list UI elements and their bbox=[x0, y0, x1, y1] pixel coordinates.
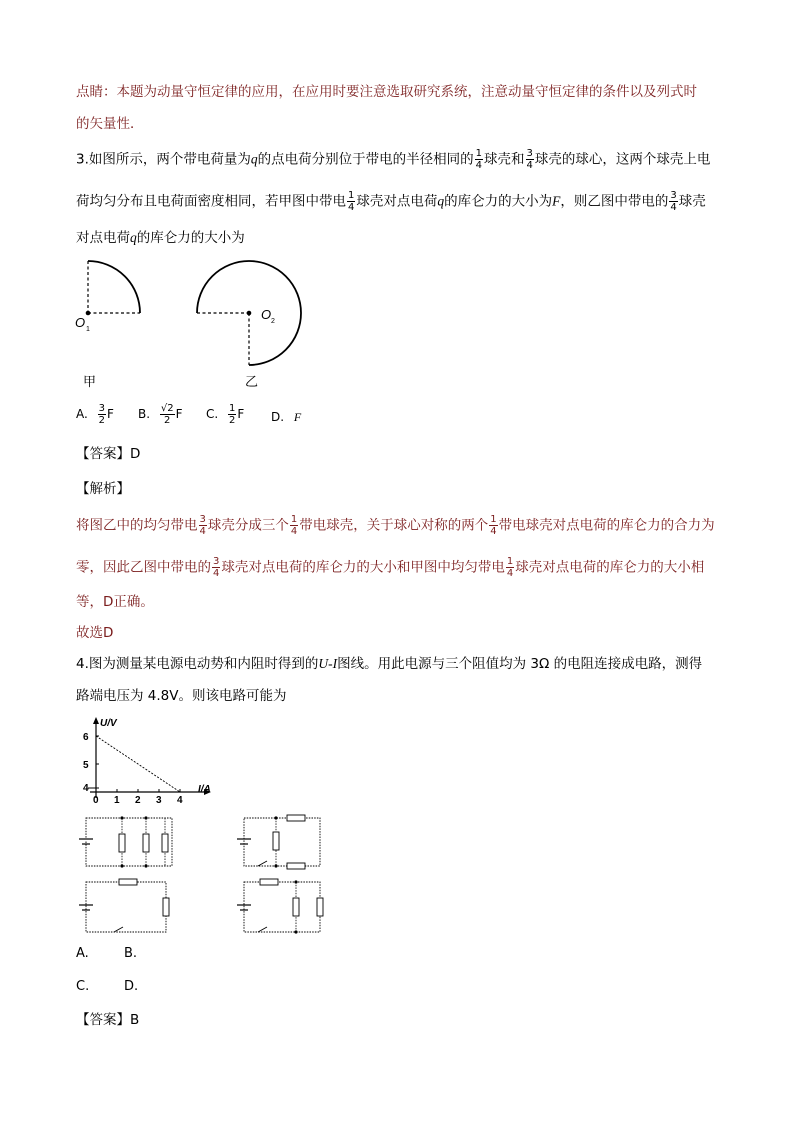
q4-line-2: 路端电压为 4.8V。则该电路可能为 bbox=[76, 688, 287, 704]
resistor bbox=[119, 879, 137, 885]
fraction-one-quarter: $\frac{1}{4}$ bbox=[348, 190, 355, 213]
u-i-chart bbox=[74, 714, 234, 806]
q4-line-1: 4.图为测量某电源电动势和内阻时得到的U-I图线。用此电源与三个阻值均为 3Ω 的电阻连接成电路，测得 bbox=[76, 656, 703, 672]
resistor bbox=[287, 815, 305, 821]
note-line-2: 的矢量性． bbox=[76, 116, 144, 132]
q3-analysis-label: 【解析】 bbox=[76, 481, 130, 497]
q4-option-a: A. bbox=[76, 946, 89, 961]
fraction-three-quarters: $\frac{3}{4}$ bbox=[526, 148, 533, 171]
quarter-shell-arc bbox=[88, 261, 140, 313]
q4-option-c: C. bbox=[76, 979, 90, 994]
q3-figure bbox=[70, 255, 320, 395]
q3-option-d: D. F bbox=[271, 410, 302, 424]
q4-option-d: D. bbox=[124, 979, 139, 994]
x-tick-label: 4 bbox=[177, 795, 183, 806]
circuit-d bbox=[232, 876, 332, 938]
label-o1: O bbox=[75, 315, 86, 330]
fraction-one-quarter: $\frac{1}{4}$ bbox=[475, 148, 483, 171]
q3-line-3: 对点电荷q的库仑力的大小为 bbox=[76, 230, 245, 246]
point-charge-o1 bbox=[86, 311, 91, 316]
label-yi: 乙 bbox=[245, 374, 259, 389]
y-tick-label: 4 bbox=[83, 783, 89, 794]
resistor bbox=[162, 834, 168, 852]
resistor bbox=[293, 898, 299, 916]
q3-option-b: B. $\frac{√2}{2}$ F bbox=[138, 403, 183, 426]
q3-answer: 【答案】D bbox=[76, 446, 141, 462]
resistor bbox=[119, 834, 125, 852]
q3-analysis-line-1: 将图乙中的均匀带电 $\frac{3}{4}$ 球壳分成三个 $\frac{1}{4}$ 带电球壳，关于球心对称的两个 $\frac{1}{4}$ 带电球壳对点电荷的库仑力的合力为 bbox=[76, 514, 715, 537]
q3-analysis-line-3: 等，D正确。 bbox=[76, 594, 154, 610]
y-axis-arrow bbox=[93, 717, 99, 724]
q3-conclusion: 故选D bbox=[76, 625, 114, 641]
q4-answer: 【答案】B bbox=[76, 1012, 140, 1028]
u-i-line bbox=[96, 736, 180, 792]
label-jia: 甲 bbox=[83, 374, 97, 389]
circuit-c bbox=[74, 876, 179, 938]
switch bbox=[258, 861, 267, 866]
resistor bbox=[273, 832, 279, 850]
label-o2: O bbox=[261, 307, 272, 322]
q4-option-b: B. bbox=[124, 946, 138, 961]
point-charge-o2 bbox=[247, 311, 252, 316]
x-tick-label: 2 bbox=[135, 795, 141, 806]
resistor bbox=[260, 879, 278, 885]
y-tick-label: 6 bbox=[83, 732, 89, 743]
y-tick-label: 5 bbox=[83, 760, 89, 771]
q3-option-a: A. $\frac{3}{2}$ F bbox=[76, 403, 114, 426]
q3-analysis-line-2: 零，因此乙图中带电的 $\frac{3}{4}$ 球壳对点电荷的库仑力的大小和甲图中均匀带电 $\frac{1}{4}$ 球壳对点电荷的库仑力的大小相 bbox=[76, 556, 705, 579]
y-axis-label: U/V bbox=[100, 718, 117, 729]
x-axis-label: I/A bbox=[198, 784, 211, 795]
x-tick-label: 1 bbox=[114, 795, 120, 806]
circuit-b bbox=[232, 814, 332, 872]
note-line-1: 点睛：本题为动量守恒定律的应用，在应用时要注意选取研究系统，注意动量守恒定律的条件以及列式时 bbox=[76, 84, 697, 100]
q3-line-1: 3.如图所示，两个带电荷量为q的点电荷分别位于带电的半径相同的 $\frac{1}{4}$ 球壳和 $\frac{3}{4}$ 球壳的球心，这两个球壳上电 bbox=[76, 148, 711, 171]
label-o1-sub: 1 bbox=[86, 326, 90, 333]
resistor bbox=[143, 834, 149, 852]
circuit-a bbox=[74, 814, 179, 872]
q3-line-2: 荷均匀分布且电荷面密度相同，若甲图中带电 $\frac{1}{4}$ 球壳对点电荷q的库仑力的大小为F，则乙图中带电的 $\frac{3}{4}$ 球壳 bbox=[76, 190, 706, 213]
label-o2-sub: 2 bbox=[271, 318, 275, 325]
fraction-three-quarters: $\frac{3}{4}$ bbox=[670, 190, 677, 213]
x-tick-label: 0 bbox=[93, 795, 99, 806]
q3-option-c: C. $\frac{1}{2}$ F bbox=[206, 403, 245, 426]
x-tick-label: 3 bbox=[156, 795, 162, 806]
switch bbox=[114, 927, 123, 932]
resistor bbox=[287, 863, 305, 869]
resistor bbox=[163, 898, 169, 916]
switch bbox=[258, 927, 267, 932]
resistor bbox=[317, 898, 323, 916]
